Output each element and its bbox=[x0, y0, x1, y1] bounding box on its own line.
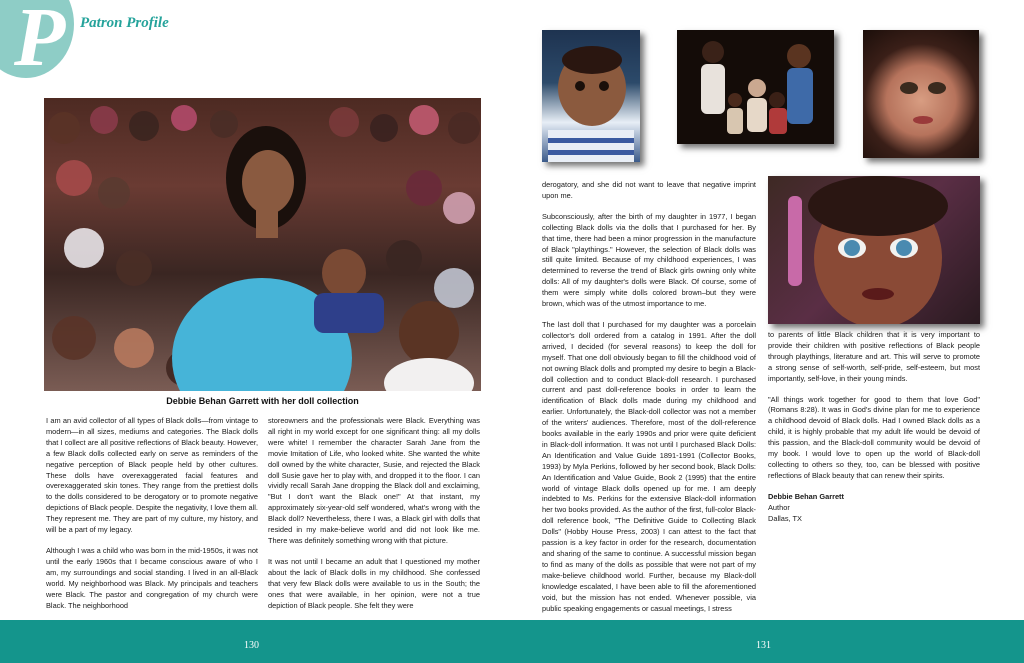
photo-caption: Debbie Behan Garrett with her doll collection bbox=[166, 396, 359, 406]
paragraph: "All things work together for good to them that love God" (Romans 8:28). It was in God's divine plan for me to experience a childhood devoid of Black dolls. Had I owned Black dolls as a child, it is highly probable that my adult life would be devoid of this passion, and the Black-doll community would be devoid of my book. I would love to open up the world of Black-doll collecting to others so they, too, can be blessed with positive reflections of Black beauty that can renew their spirits. bbox=[768, 394, 980, 480]
paragraph: Subconsciously, after the birth of my daughter in 1977, I began collecting Black dolls via the dolls that I purchased for her. By that time, there had been a minor progression in the manufacture of Black "playthings." However, the selection of Black dolls was still quite limited. Because of my childhood experiences, I was determined to reverse the trend of Black girls owning only white dolls: All of my daughter's dolls were Black. Of course, some of them were simply white dolls colored brown–but they were brown, which was of the utmost importance to me. bbox=[542, 211, 756, 309]
main-photo-doll-collection bbox=[44, 98, 481, 391]
author-name: Debbie Behan Garrett bbox=[768, 491, 844, 501]
photo-vintage-dolls bbox=[677, 30, 834, 144]
badge-letter: P bbox=[14, 0, 66, 84]
footer-bar bbox=[0, 620, 1024, 663]
vintage-dolls-illustration bbox=[677, 30, 834, 144]
main-photo-illustration bbox=[44, 98, 481, 391]
paragraph: derogatory, and she did not want to leave that negative imprint upon me. bbox=[542, 180, 756, 200]
paragraph: I am an avid collector of all types of Black dolls—from vintage to modern—in all sizes, mediums and categories. The Black dolls that I collect are all positive reflections of Black beauty. However, a few Black dolls collected early on serve as reminders of the negative perception of Black people held by other cultures. These dolls have overexaggerated facial features and overexaggerated skin tones. They range from the prettiest dolls to the dolls considered to be derogatory or to promote negative depictions of Black people. Despite the negativity, I love them all. They represent me. They are part of my culture, my history, and will be a part of my legacy. bbox=[46, 416, 258, 535]
left-column-1 bbox=[46, 416, 258, 611]
paragraph: It was not until I became an adult that I questioned my mother about the lack of Black dolls in my childhood. She confessed that very few Black dolls were available to us in the South; the ones that were available, in her opinion, were not a true depiction of Black people. She felt they were bbox=[268, 556, 480, 610]
baby-doll-illustration bbox=[542, 30, 640, 162]
photo-doll-face bbox=[863, 30, 979, 158]
author-location: Dallas, TX bbox=[768, 513, 802, 523]
right-column-1 bbox=[542, 180, 756, 614]
paragraph: to parents of little Black children that it is very important to provide their children with positive reflections of Black people through playthings, literature and art. This will serve to promote a strong sense of self-worth, self-pride, self-esteem, but most importantly, self-love, in their young minds. bbox=[768, 330, 980, 383]
page-number-right: 131 bbox=[756, 640, 771, 651]
paragraph: storeowners and the professionals were Black. Everything was all right in my world except for one significant thing: all my dolls were white! I remember the character Sarah Jane from the movie Imitation of Life, who looked white. She wanted the white doll owned by the white character, Susie, and rejected the Black doll Susie gave her to play with, and dropped it to the floor. I can vividly recall Sarah Jane dropping the Black doll and exclaiming, "But I don't want the Black one!" At that instant, my approximately six-year-old self wondered, what's wrong with the Black doll? Nevertheless, there I was, a Black girl with dolls that resided in my make-believe world and did not look like me. There was definitely something wrong with that picture. bbox=[268, 416, 480, 545]
page-number-left: 130 bbox=[244, 640, 259, 651]
paragraph: The last doll that I purchased for my daughter was a porcelain collector's doll ordered from a catalog in 1991. After the doll arrived, I decided (for several reasons) to keep the doll for myself. That one doll obviously began to fill the childhood void of not owning Black dolls and prompted my desire to begin a Black-doll collection and to conduct Black-doll research. I purchased current and past doll-reference books in order to learn the identification of Black dolls made during my childhood and earlier. Unfortunately, the Black-doll collector was not a member of the writers' audiences. Therefore, most of the doll-reference books available in the early 1990s and prior were quite deficient in Black-doll information. It was not until I purchased Black Dolls: An Identification and Value Guide 1891-1991 (Collector Books, 1993) by Myla Perkins, followed by her second book, Black Dolls: An Identification and Value Guide, Book 2 (1995) that the entire world of vintage Black dolls opened up for me. I am deeply indebted to Ms. Perkins for the extensive Black-doll information her two books provided. As the author of the first, full-color Black-doll reference book, "The Definitive Guide to Collecting Black Dolls" (Hobby House Press, 2003) I can attest to the fact that passion is a key factor in order for the research, documentation and sharing of the same to continue. A successful mission began to find as many of the dolls as possible that were not part of my make-believe childhood world. Further, because my Black-doll knowledge escalated, I have been able to fill the aforementioned void, but the mission has not ended. Whenever possible, via public speaking engagements or casual meetings, I stress bbox=[542, 319, 756, 613]
author-role: Author bbox=[768, 502, 790, 512]
left-column-2 bbox=[268, 416, 480, 611]
paragraph: Although I was a child who was born in the mid-1950s, it was not until the early 1960s that I became conscious aware of who I am, my surroundings and social standing. I lived in an all-Black world. My neighborhood was Black. My principals and teachers were Black. The pastor and congregation of my church were Black. The neighborhood bbox=[46, 545, 258, 610]
right-column-2 bbox=[768, 330, 980, 525]
doll-face-illustration bbox=[863, 30, 979, 158]
photo-doll-closeup bbox=[768, 176, 980, 324]
doll-closeup-illustration bbox=[768, 176, 980, 324]
section-title: Patron Profile bbox=[80, 15, 169, 31]
photo-baby-doll bbox=[542, 30, 640, 162]
